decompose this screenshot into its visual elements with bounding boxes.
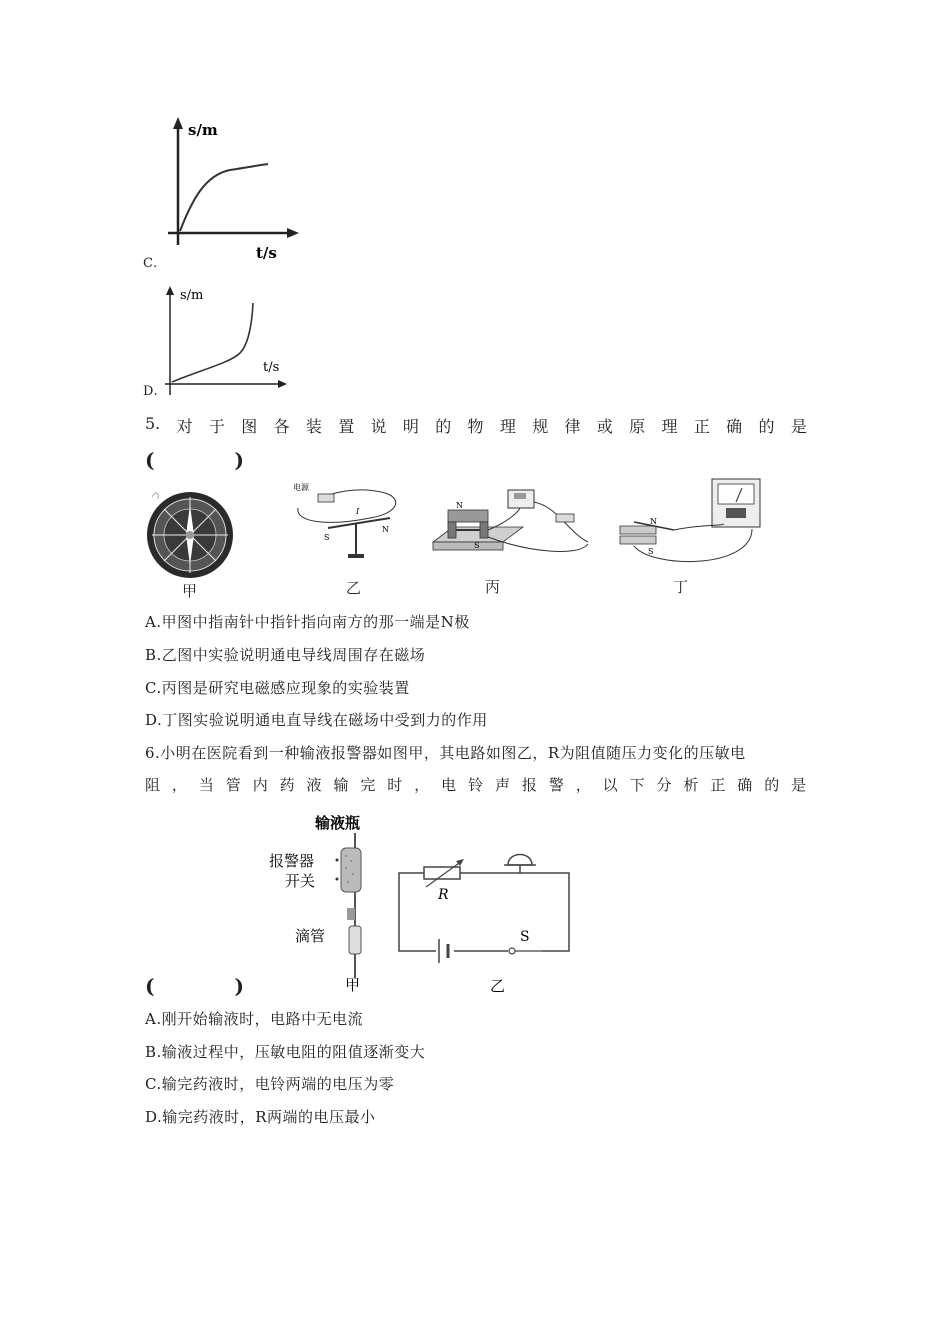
q6-option-c: C.输完药液时，电铃两端的电压为零 bbox=[145, 1075, 395, 1093]
q5-fig-ding-apparatus bbox=[612, 474, 767, 569]
q6-fig-yi-r-label: R bbox=[438, 887, 449, 903]
q5-fig-bing-label-s: S bbox=[474, 541, 480, 550]
graph-d-ylabel: s/m bbox=[180, 288, 204, 303]
q5-fig-yi-apparatus bbox=[290, 478, 405, 568]
q6-fig-jia-switch-label: 开关 bbox=[285, 872, 316, 890]
q6-fig-jia-alarm-label: 报警器 bbox=[269, 852, 315, 870]
graph-c bbox=[160, 115, 300, 265]
q6-fig-yi-caption: 乙 bbox=[490, 977, 506, 995]
q6-fig-yi-circuit bbox=[392, 845, 577, 995]
q5-option-d: D.丁图实验说明通电直导线在磁场中受到力的作用 bbox=[145, 711, 488, 729]
q5-fig-yi-label-power: 电源 bbox=[293, 483, 309, 492]
q5-fig-bing-label-n: N bbox=[456, 501, 463, 510]
graph-d-letter: D. bbox=[143, 384, 159, 399]
graph-d bbox=[160, 285, 290, 397]
q6-fig-jia-bottle-label: 输液瓶 bbox=[315, 814, 361, 832]
q6-answer-paren: ( ) bbox=[145, 974, 244, 998]
q6-stem-line1: 6.小明在医院看到一种输液报警器如图甲，其电路如图乙，R为阻值随压力变化的压敏电 bbox=[145, 744, 746, 762]
q6-option-b: B.输液过程中，压敏电阻的阻值逐渐变大 bbox=[145, 1043, 426, 1061]
graph-c-ylabel: s/m bbox=[188, 121, 218, 139]
q5-fig-ding-label-n: N bbox=[650, 517, 657, 526]
q6-fig-jia-caption: 甲 bbox=[345, 976, 361, 993]
q5-fig-jia-caption: 甲 bbox=[182, 582, 198, 600]
q6-stem-line2: 阻 ， 当 管 内 药 液 输 完 时 ， 电 铃 声 报 警 ， 以 下 分 析 正 确 的 是 bbox=[145, 776, 807, 794]
q6-fig-jia-iv-drip bbox=[265, 808, 385, 993]
q5-option-c: C.丙图是研究电磁感应现象的实验装置 bbox=[145, 679, 410, 697]
q5-fig-jia-compass bbox=[140, 485, 240, 580]
q5-fig-ding-label-s: S bbox=[648, 547, 654, 556]
graph-c-letter: C. bbox=[143, 256, 158, 271]
q5-option-b: B.乙图中实验说明通电导线周围存在磁场 bbox=[145, 646, 426, 664]
q5-fig-yi-caption: 乙 bbox=[346, 579, 362, 597]
q5-fig-ding-caption: 丁 bbox=[673, 578, 689, 596]
q5-fig-yi-label-n: N bbox=[382, 525, 389, 534]
q6-fig-jia-tube-label: 滴管 bbox=[295, 927, 326, 945]
graph-d-xlabel: t/s bbox=[263, 360, 280, 375]
q5-answer-paren: ( ) bbox=[145, 448, 244, 472]
q5-fig-yi-label-s: S bbox=[324, 533, 330, 542]
q5-fig-bing-apparatus bbox=[428, 482, 593, 567]
q5-stem: 5. 对 于 图 各 装 置 说 明 的 物 理 规 律 或 原 理 正 确 的 是 bbox=[145, 414, 807, 436]
q6-fig-yi-s-label: S bbox=[520, 929, 530, 945]
q6-option-a: A.刚开始输液时，电路中无电流 bbox=[145, 1010, 364, 1028]
q5-fig-bing-caption: 丙 bbox=[485, 578, 501, 596]
q6-option-d: D.输完药液时，R两端的电压最小 bbox=[145, 1108, 376, 1126]
graph-c-xlabel: t/s bbox=[256, 244, 277, 262]
q5-fig-yi-label-i: I bbox=[356, 507, 360, 516]
q5-option-a: A.甲图中指南针中指针指向南方的那一端是N极 bbox=[145, 613, 470, 631]
